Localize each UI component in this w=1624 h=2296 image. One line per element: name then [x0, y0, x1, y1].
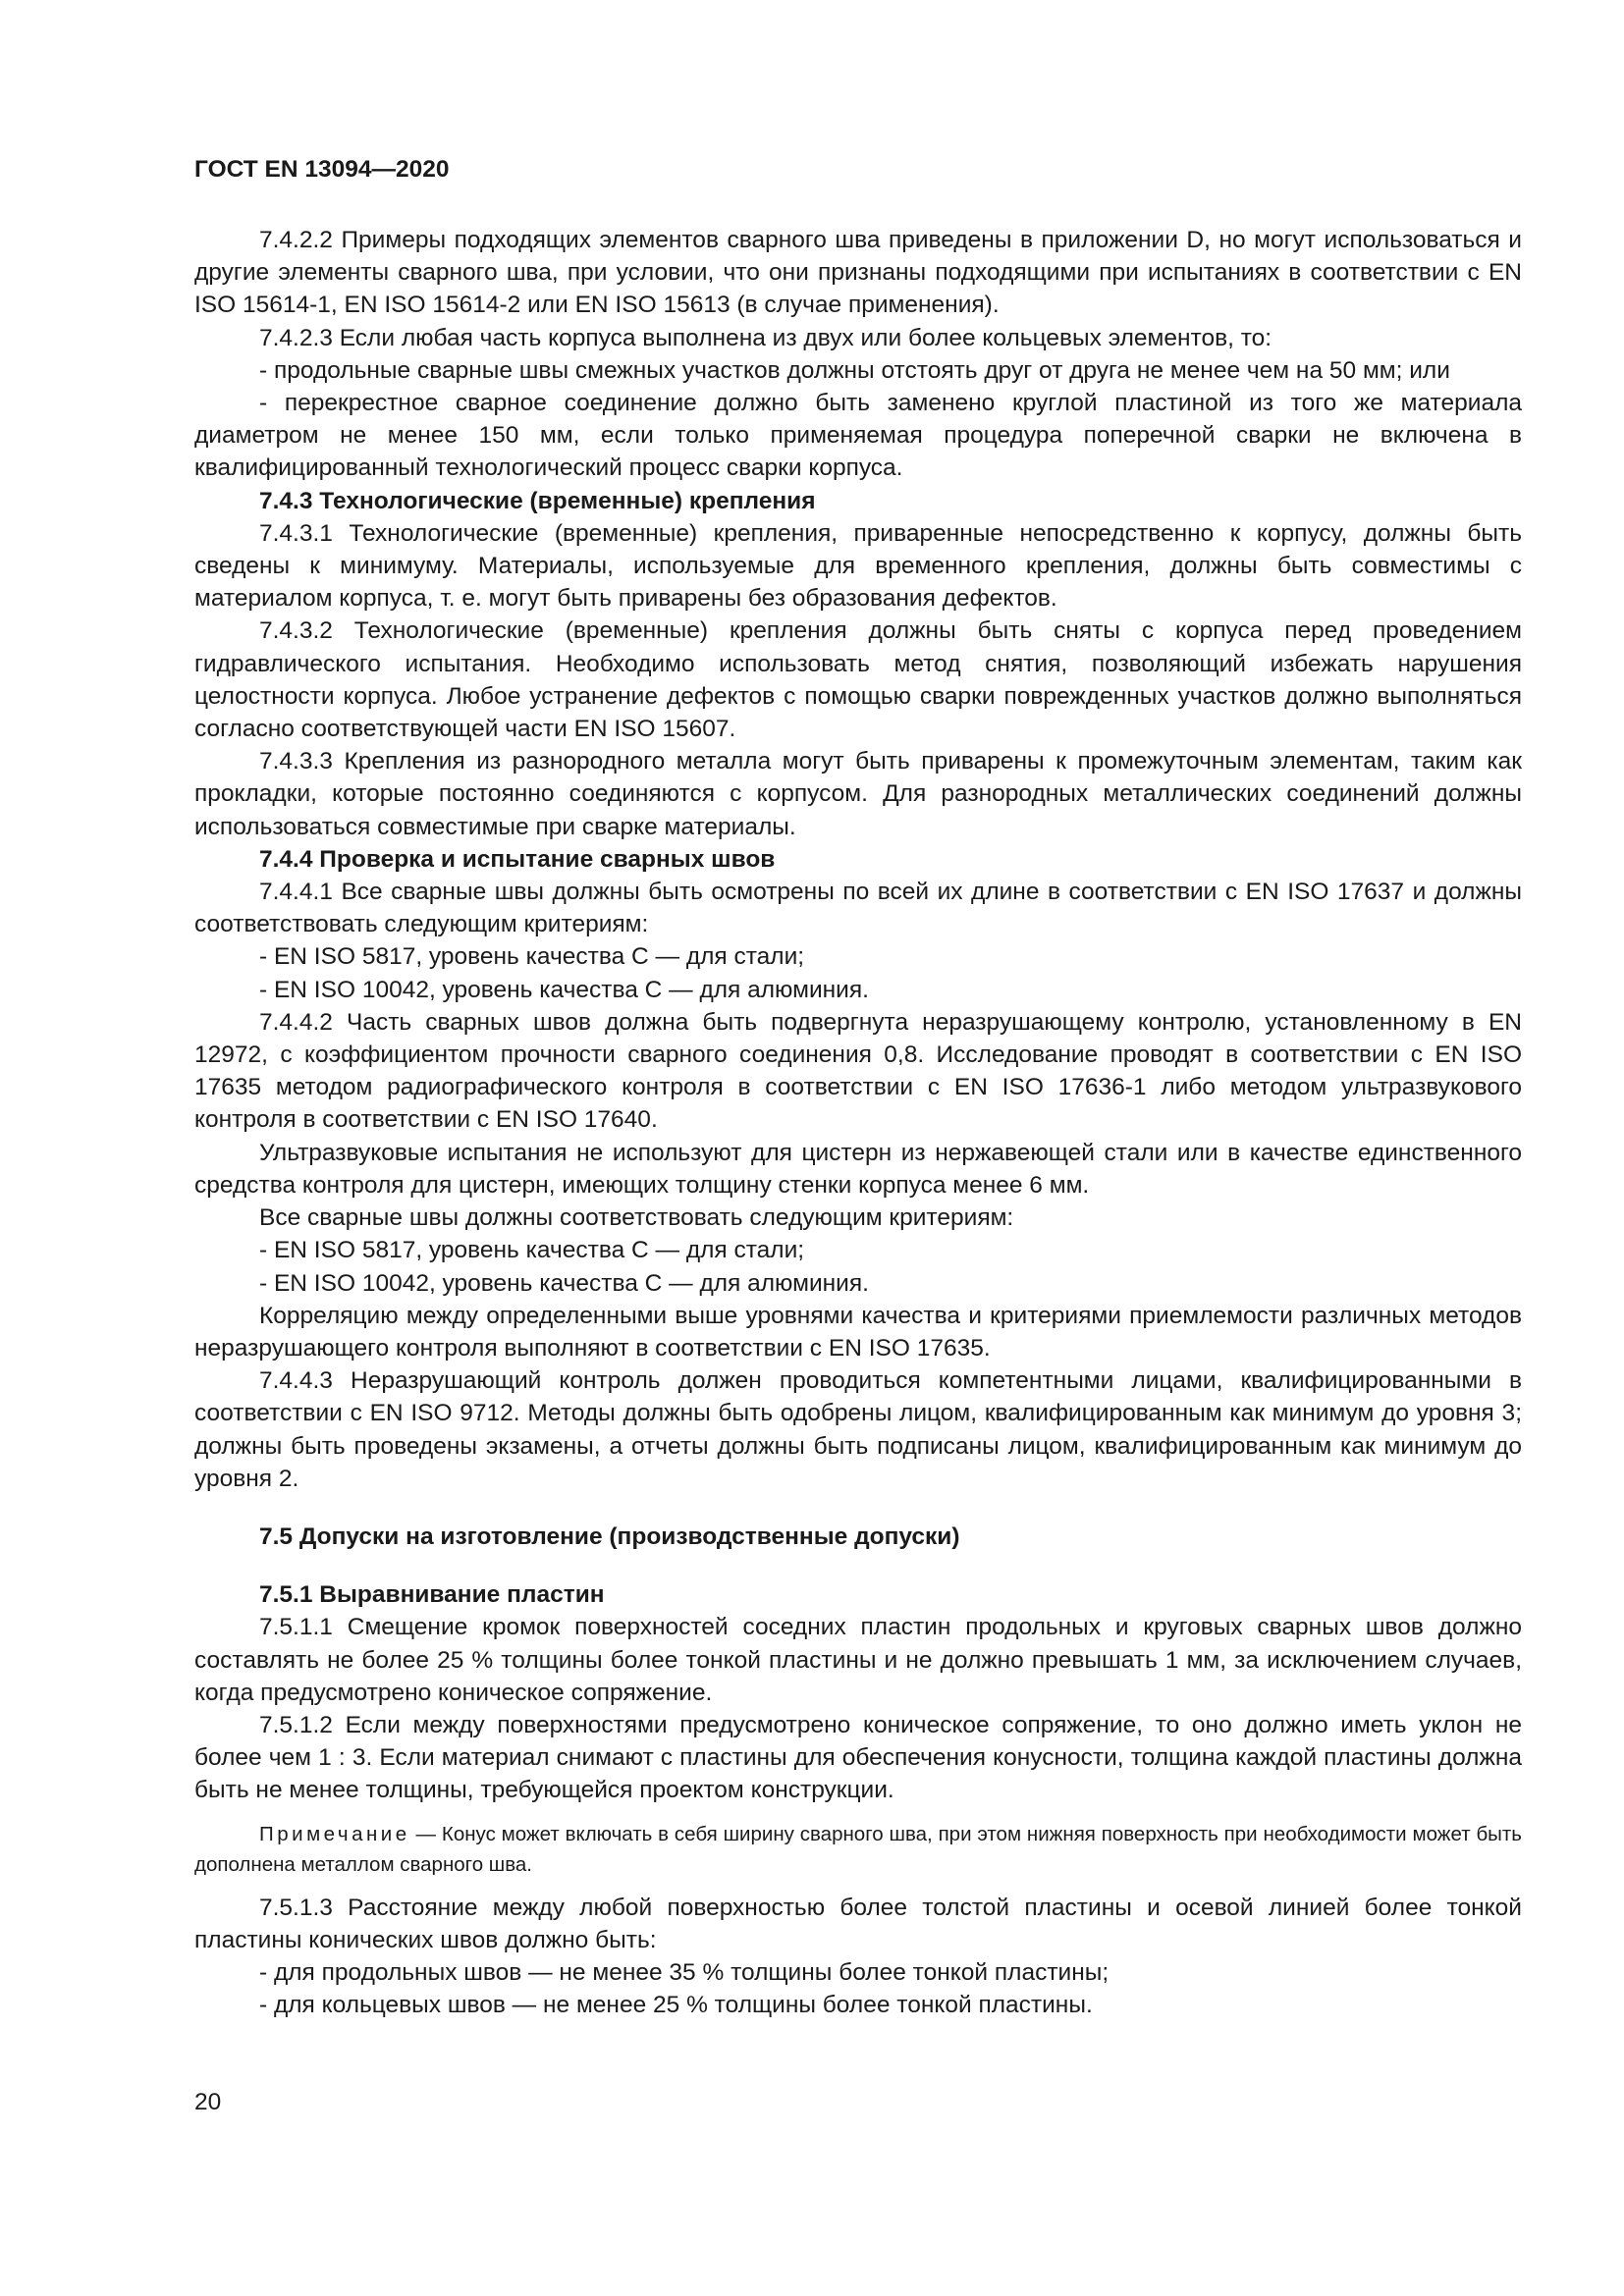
- clause-7-4-2-3: 7.4.2.3 Если любая часть корпуса выполнена из двух или более кольцевых элементов, то:: [259, 324, 1272, 351]
- clause-7-4-4-2-correlation: Корреляцию между определенными выше уровнями качества и критериями приемлемости различных методов неразрушающего контроля выполняют в соответствии с EN ISO 17635.: [194, 1302, 1522, 1362]
- document-header: ГОСТ EN 13094—2020: [194, 156, 450, 183]
- heading-7-4-3: 7.4.3 Технологические (временные) крепления: [259, 487, 816, 514]
- list-item: - для кольцевых швов — не менее 25 % толщины более тонкой пластины.: [259, 1992, 1093, 2019]
- page-body: [194, 224, 1522, 2021]
- clause-7-4-2-2: 7.4.2.2 Примеры подходящих элементов сварного шва приведены в приложении D, но могут использоваться и другие элементы сварного шва, при условии, что они признаны подходящими при испытаниях в соответствии с EN ISO 15614-1, EN ISO 15614-2 или EN ISO 15613 (в случае применения).: [194, 227, 1522, 319]
- list-item: - EN ISO 5817, уровень качества С — для стали;: [259, 943, 805, 971]
- heading-7-5: 7.5 Допуски на изготовление (производственные допуски): [259, 1522, 960, 1550]
- clause-7-4-3-2: 7.4.3.2 Технологические (временные) крепления должны быть сняты с корпуса перед проведением гидравлического испытания. Необходимо использовать метод снятия, позволяющий избежать нарушения целостности корпуса. Любое устранение дефектов с помощью сварки поврежденных участков должно выполняться согласно соответствующей части EN ISO 15607.: [194, 617, 1522, 743]
- list-item: - EN ISO 10042, уровень качества С — для алюминия.: [259, 1269, 869, 1297]
- clause-7-5-1-2: 7.5.1.2 Если между поверхностями предусмотрено коническое сопряжение, то оно должно иметь уклон не более чем 1 : 3. Если материал снимают с пластины для обеспечения конусности, толщина каждой пластины должна быть не менее толщины, требующейся проектом конструкции.: [194, 1711, 1522, 1804]
- clause-7-4-4-2-ultrasonic: Ультразвуковые испытания не используют для цистерн из нержавеющей стали или в качестве единственного средства контроля для цистерн, имеющих толщину стенки корпуса менее 6 мм.: [194, 1139, 1522, 1199]
- page-number: 20: [194, 2089, 222, 2115]
- list-item: - перекрестное сварное соединение должно быть заменено круглой пластиной из того же материала диаметром не менее 150 мм, если только применяемая процедура поперечной сварки не включена в квалифицированный технологический процесс сварки корпуса.: [194, 390, 1522, 482]
- clause-7-5-1-3: 7.5.1.3 Расстояние между любой поверхностью более толстой пластины и осевой линией более тонкой пластины конических швов должно быть:: [194, 1894, 1522, 1953]
- note-text: — Конус может включать в себя ширину сварного шва, при этом нижняя поверхность при необходимости может быть дополнена металлом сварного шва.: [194, 1822, 1522, 1876]
- heading-7-4-4: 7.4.4 Проверка и испытание сварных швов: [259, 845, 776, 873]
- clause-7-4-4-3: 7.4.4.3 Неразрушающий контроль должен проводиться компетентными лицами, квалифицированными в соответствии с EN ISO 9712. Методы должны быть одобрены лицом, квалифицированным как минимум до уровня 3; должны быть проведены экзамены, а отчеты должны быть подписаны лицом, квалифицированным как минимум до уровня 2.: [194, 1367, 1522, 1492]
- clause-7-4-4-1: 7.4.4.1 Все сварные швы должны быть осмотрены по всей их длине в соответствии с EN ISO 17637 и должны соответствовать следующим критериям:: [194, 879, 1522, 938]
- clause-7-5-1-1: 7.5.1.1 Смещение кромок поверхностей соседних пластин продольных и круговых сварных швов должно составлять не более 25 % толщины более тонкой пластины и не должно превышать 1 мм, за исключением случаев, когда предусмотрено коническое сопряжение.: [194, 1614, 1522, 1706]
- list-item: - EN ISO 5817, уровень качества С — для стали;: [259, 1237, 805, 1264]
- note: [194, 1819, 1522, 1880]
- clause-7-4-4-2: 7.4.4.2 Часть сварных швов должна быть подвергнута неразрушающему контролю, установленному в EN 12972, с коэффициентом прочности сварного соединения 0,8. Исследование проводят в соответствии с EN ISO 17635 методом радиографического контроля в соответствии с EN ISO 17636-1 либо методом ультразвукового контроля в соответствии с EN ISO 17640.: [194, 1008, 1522, 1134]
- clause-7-4-3-3: 7.4.3.3 Крепления из разнородного металла могут быть приварены к промежуточным элементам, таким как прокладки, которые постоянно соединяются с корпусом. Для разнородных металлических соединений должны использоваться совместимые при сварке материалы.: [194, 748, 1522, 840]
- list-item: - для продольных швов — не менее 35 % толщины более тонкой пластины;: [259, 1958, 1110, 1986]
- list-item: - EN ISO 10042, уровень качества С — для алюминия.: [259, 976, 869, 1003]
- list-item: - продольные сварные швы смежных участков должны отстоять друг от друга не менее чем на 50 мм; или: [259, 356, 1450, 384]
- heading-7-5-1: 7.5.1 Выравнивание пластин: [259, 1581, 605, 1609]
- note-label: Примечание: [259, 1822, 410, 1845]
- clause-7-4-4-2-all-welds: Все сварные швы должны соответствовать следующим критериям:: [259, 1204, 1014, 1232]
- clause-7-4-3-1: 7.4.3.1 Технологические (временные) крепления, приваренные непосредственно к корпусу, должны быть сведены к минимуму. Материалы, используемые для временного крепления, должны быть совместимы с материалом корпуса, т. е. могут быть приварены без образования дефектов.: [194, 519, 1522, 613]
